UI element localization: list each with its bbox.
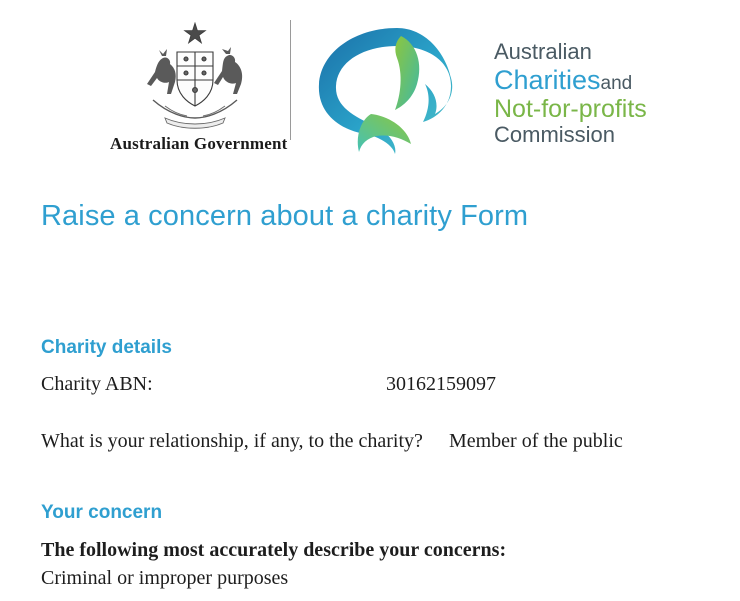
page-title: Raise a concern about a charity Form bbox=[41, 200, 529, 232]
australian-government-wordmark: Australian Government bbox=[110, 134, 288, 153]
concern-question: The following most accurately describe your concerns: bbox=[41, 539, 507, 561]
field-relationship bbox=[41, 430, 731, 453]
section-heading-charity-details: Charity details bbox=[41, 337, 172, 358]
vertical-divider bbox=[290, 20, 291, 140]
acnc-wordmark-line-3: Not-for-profits bbox=[494, 94, 647, 123]
acnc-wordmark bbox=[494, 40, 647, 147]
concern-answer: Criminal or improper purposes bbox=[41, 567, 289, 589]
acnc-wordmark-and: and bbox=[600, 72, 633, 94]
acnc-wordmark-line-2: Charities bbox=[494, 64, 601, 95]
australian-coat-of-arms-icon bbox=[125, 22, 265, 130]
field-label-charity-abn: Charity ABN: bbox=[41, 373, 153, 395]
field-value-relationship: Member of the public bbox=[448, 430, 623, 452]
document-header bbox=[0, 16, 740, 166]
section-charity-details bbox=[41, 337, 731, 453]
acnc-logo bbox=[305, 18, 480, 163]
australian-government-logo bbox=[110, 16, 288, 154]
field-label-relationship: What is your relationship, if any, to the charity? bbox=[41, 430, 423, 452]
field-value-charity-abn: 30162159097 bbox=[386, 373, 496, 395]
section-your-concern bbox=[41, 502, 731, 590]
section-heading-your-concern: Your concern bbox=[41, 502, 163, 523]
acnc-wordmark-line-1: Australian bbox=[494, 39, 592, 64]
document-body bbox=[41, 200, 731, 590]
acnc-wordmark-line-4: Commission bbox=[494, 121, 616, 147]
field-charity-abn bbox=[41, 373, 731, 396]
acnc-australia-swirl-icon bbox=[305, 18, 480, 158]
